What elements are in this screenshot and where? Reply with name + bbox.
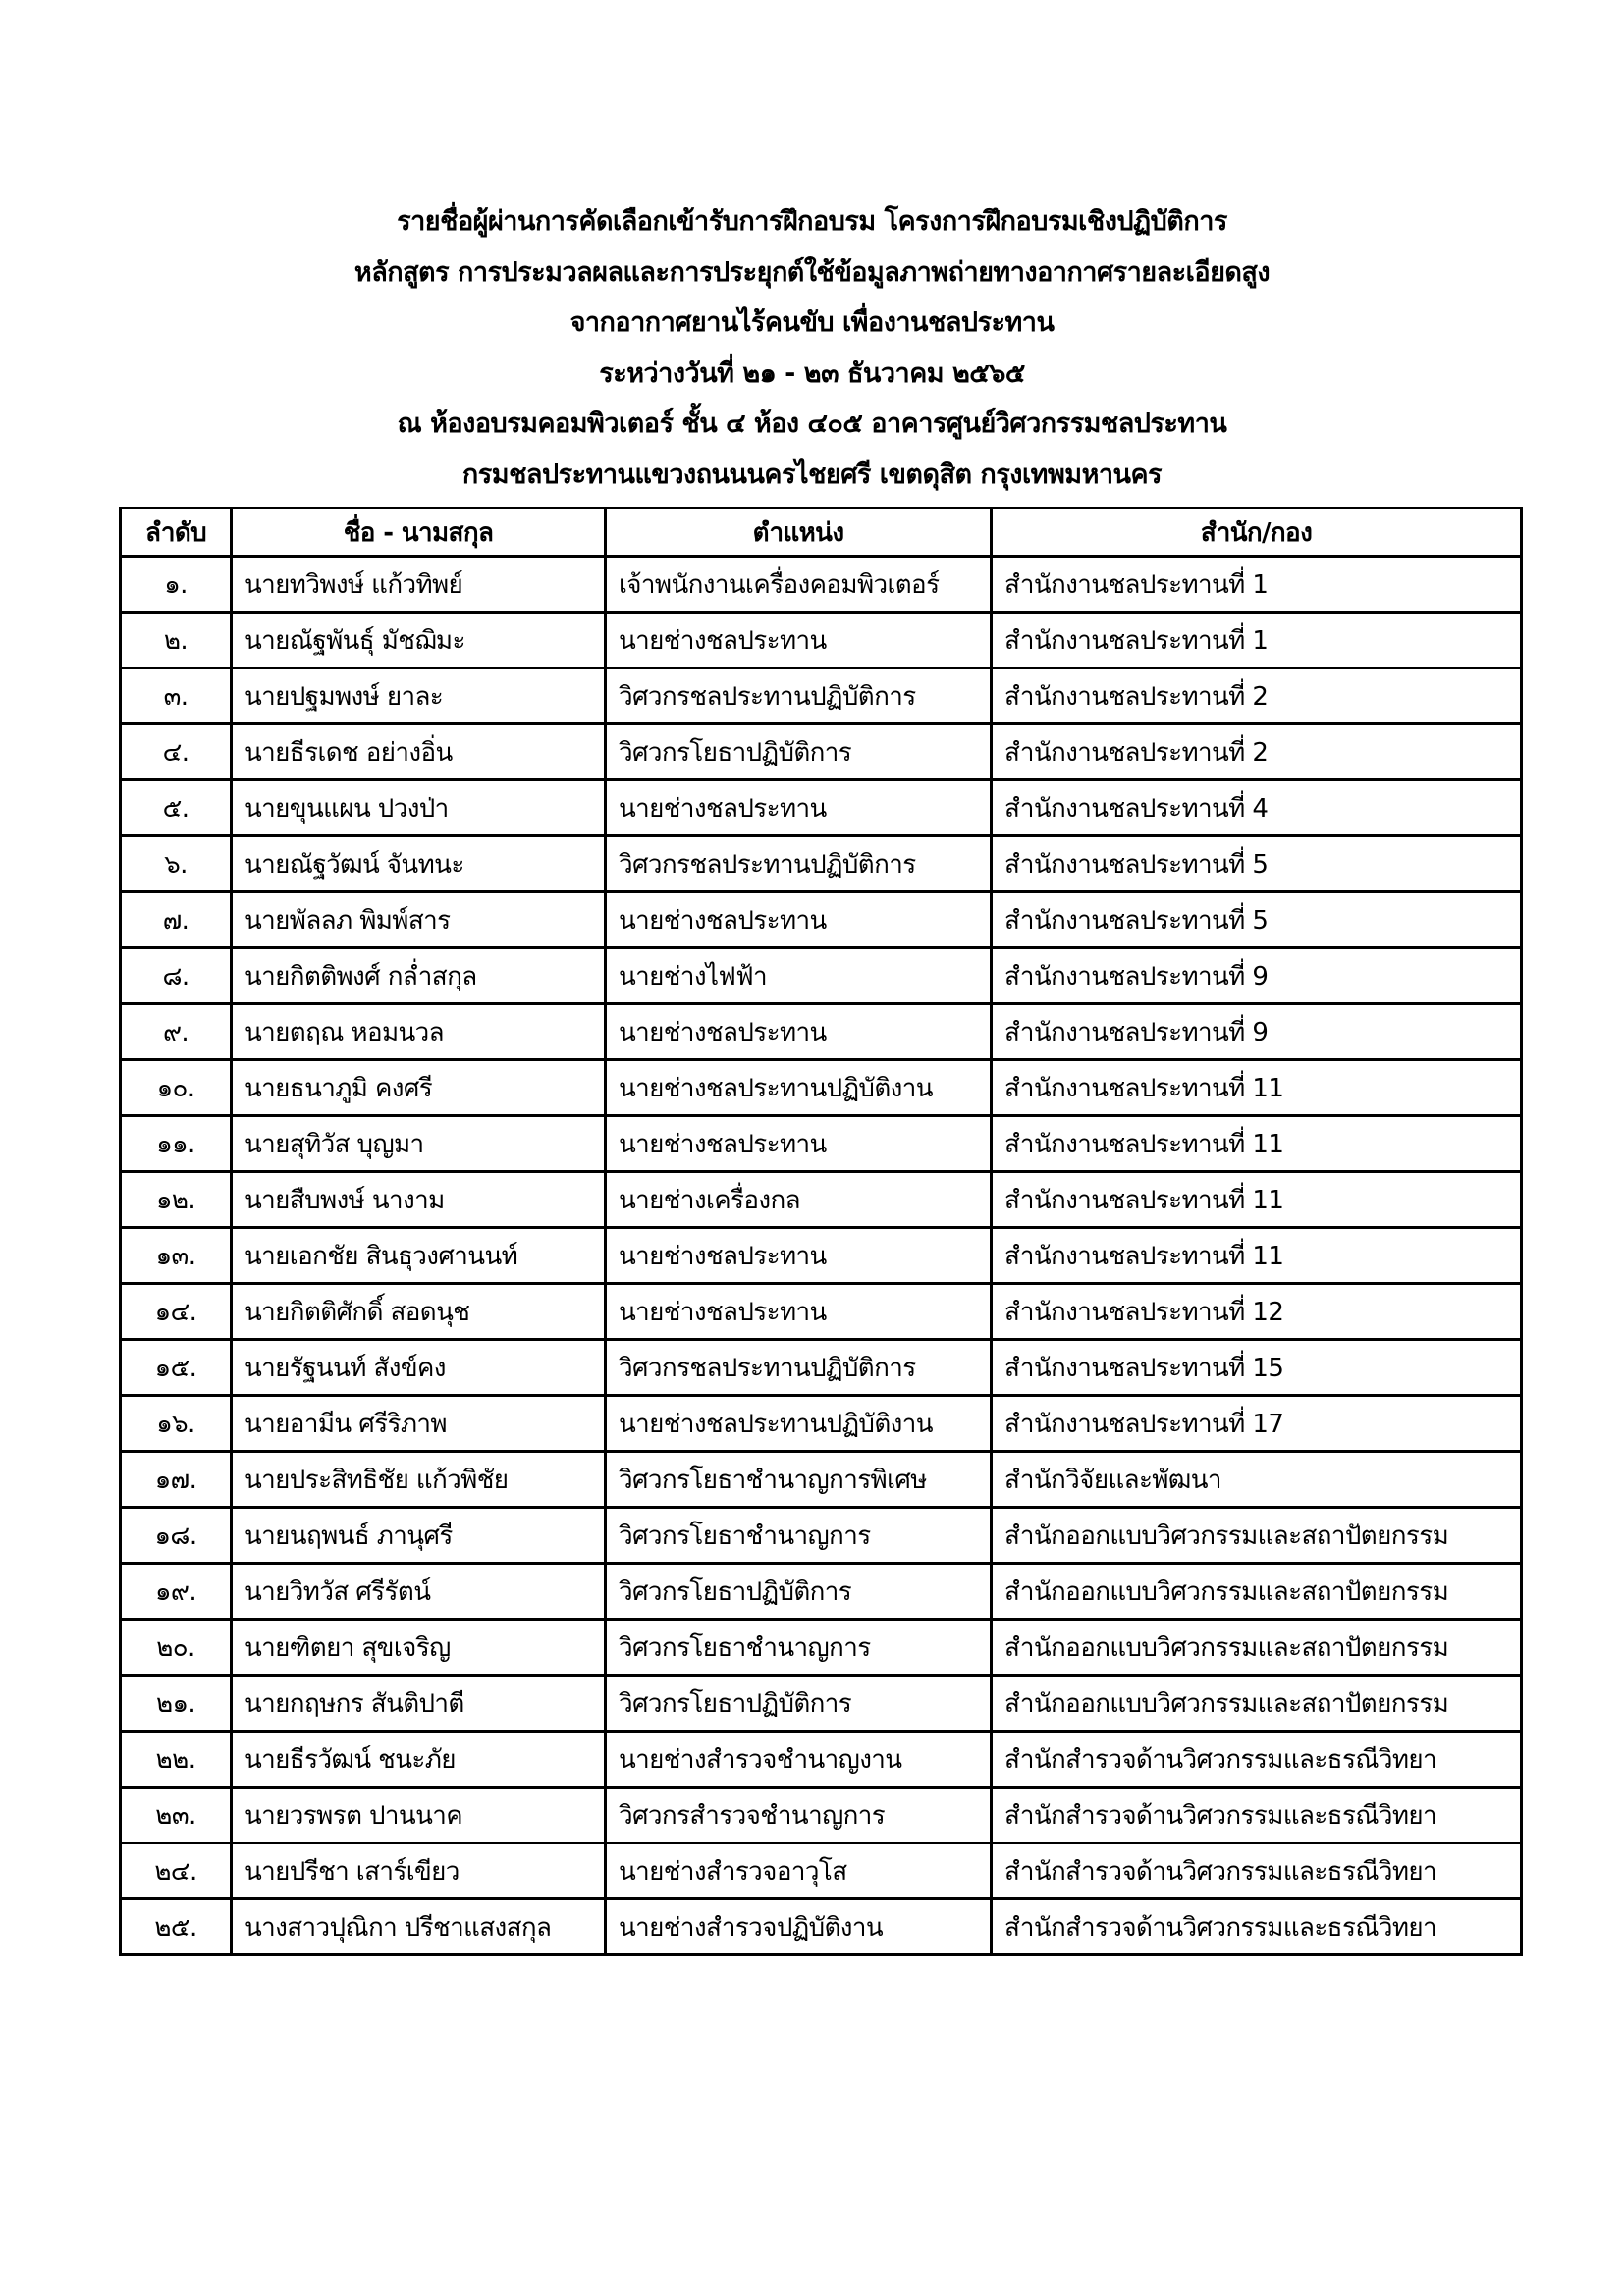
participant-name: นายขุนแผน ปวงป่า [232,780,606,836]
participant-office: สำนักสำรวจด้านวิศวกรรมและธรณีวิทยา [992,1899,1522,1955]
participant-office: สำนักสำรวจด้านวิศวกรรมและธรณีวิทยา [992,1843,1522,1899]
row-number: ๑๘. [121,1508,232,1564]
row-number: ๘. [121,948,232,1004]
row-number: ๒๑. [121,1676,232,1732]
participant-position: นายช่างเครื่องกล [606,1172,992,1228]
participant-office: สำนักออกแบบวิศวกรรมและสถาปัตยกรรม [992,1508,1522,1564]
participant-office: สำนักออกแบบวิศวกรรมและสถาปัตยกรรม [992,1564,1522,1620]
participant-office: สำนักงานชลประทานที่ 4 [992,780,1522,836]
participant-position: วิศวกรสำรวจชำนาญการ [606,1788,992,1843]
table-row [121,1172,1522,1228]
participant-position: นายช่างไฟฟ้า [606,948,992,1004]
participant-office: สำนักงานชลประทานที่ 9 [992,948,1522,1004]
participant-name: นายพัลลภ พิมพ์สาร [232,892,606,948]
participant-position: นายช่างสำรวจอาวุโส [606,1843,992,1899]
table-row [121,1620,1522,1676]
row-number: ๑๕. [121,1340,232,1396]
participant-name: นายเอกชัย สินธุวงศานนท์ [232,1228,606,1284]
table-row [121,613,1522,668]
heading-line-course-cont: จากอากาศยานไร้คนขับ เพื่องานชลประทาน [569,307,1055,338]
participant-position: นายช่างชลประทานปฏิบัติงาน [606,1060,992,1116]
participant-position: นายช่างชลประทาน [606,1228,992,1284]
participant-office: สำนักงานชลประทานที่ 5 [992,892,1522,948]
row-number: ๑๙. [121,1564,232,1620]
row-number: ๒. [121,613,232,668]
row-number: ๑๐. [121,1060,232,1116]
participant-office: สำนักวิจัยและพัฒนา [992,1452,1522,1508]
participant-name: นายปฐมพงษ์ ยาละ [232,668,606,724]
table-row [121,557,1522,613]
row-number: ๑๗. [121,1452,232,1508]
participant-position: วิศวกรชลประทานปฏิบัติการ [606,836,992,892]
table-row [121,1452,1522,1508]
participant-office: สำนักงานชลประทานที่ 15 [992,1340,1522,1396]
table-row [121,948,1522,1004]
table-row [121,1899,1522,1955]
participant-position: วิศวกรโยธาชำนาญการพิเศษ [606,1452,992,1508]
participant-position: นายช่างชลประทาน [606,780,992,836]
participant-name: นายณัฐพันธุ์ มัชฌิมะ [232,613,606,668]
participant-position: วิศวกรโยธาชำนาญการ [606,1620,992,1676]
participant-name: นายรัฐนนท์ สังข์คง [232,1340,606,1396]
table-row [121,1732,1522,1788]
table-body [121,557,1522,1955]
participant-office: สำนักงานชลประทานที่ 11 [992,1228,1522,1284]
heading-line-dates: ระหว่างวันที่ ๒๑ - ๒๓ ธันวาคม ๒๕๖๕ [599,357,1025,389]
header-name: ชื่อ - นามสกุล [232,508,606,557]
participant-office: สำนักงานชลประทานที่ 1 [992,613,1522,668]
participant-office: สำนักงานชลประทานที่ 5 [992,836,1522,892]
participant-position: นายช่างสำรวจชำนาญงาน [606,1732,992,1788]
participant-position: วิศวกรชลประทานปฏิบัติการ [606,1340,992,1396]
heading-line-venue: ณ ห้องอบรมคอมพิวเตอร์ ชั้น ๔ ห้อง ๔๐๕ อาคารศูนย์วิศวกรรมชลประทาน [397,408,1227,439]
row-number: ๑๑. [121,1116,232,1172]
participant-name: นายธนาภูมิ คงศรี [232,1060,606,1116]
participant-name: นายปรีชา เสาร์เขียว [232,1843,606,1899]
row-number: ๑๔. [121,1284,232,1340]
participant-office: สำนักสำรวจด้านวิศวกรรมและธรณีวิทยา [992,1732,1522,1788]
heading-line-address: กรมชลประทานแขวงถนนนครไชยศรี เขตดุสิต กรุงเทพมหานคร [461,458,1163,490]
header-order: ลำดับ [121,508,232,557]
row-number: ๑๓. [121,1228,232,1284]
participant-position: นายช่างชลประทาน [606,613,992,668]
participant-name: นายทวิพงษ์ แก้วทิพย์ [232,557,606,613]
row-number: ๙. [121,1004,232,1060]
participant-position: นายช่างชลประทาน [606,892,992,948]
participant-name: นายวิทวัส ศรีรัตน์ [232,1564,606,1620]
participant-office: สำนักงานชลประทานที่ 12 [992,1284,1522,1340]
table-row [121,1396,1522,1452]
row-number: ๒๓. [121,1788,232,1843]
participant-table [119,507,1523,1956]
table-row [121,1228,1522,1284]
table-row [121,1564,1522,1620]
table-row [121,724,1522,780]
row-number: ๕. [121,780,232,836]
participant-position: นายช่างชลประทาน [606,1116,992,1172]
participant-name: นายกิตติพงศ์ กล่ำสกุล [232,948,606,1004]
row-number: ๔. [121,724,232,780]
participant-position: วิศวกรโยธาปฏิบัติการ [606,1676,992,1732]
table-row [121,892,1522,948]
participant-name: นายธีรเดช อย่างอิ่น [232,724,606,780]
table-row [121,1340,1522,1396]
row-number: ๑๒. [121,1172,232,1228]
table-row [121,836,1522,892]
table-row [121,1116,1522,1172]
participant-position: นายช่างชลประทาน [606,1284,992,1340]
heading-line-course: หลักสูตร การประมวลผลและการประยุกต์ใช้ข้อมูลภาพถ่ายทางอากาศรายละเอียดสูง [353,256,1271,288]
participant-office: สำนักงานชลประทานที่ 17 [992,1396,1522,1452]
participant-name: นายสุทิวัส บุญมา [232,1116,606,1172]
row-number: ๒๒. [121,1732,232,1788]
participant-position: วิศวกรชลประทานปฏิบัติการ [606,668,992,724]
row-number: ๑๖. [121,1396,232,1452]
participant-office: สำนักงานชลประทานที่ 2 [992,668,1522,724]
header-position: ตำแหน่ง [606,508,992,557]
participant-name: นายฑิตยา สุขเจริญ [232,1620,606,1676]
participant-name: นายประสิทธิชัย แก้วพิชัย [232,1452,606,1508]
participant-office: สำนักออกแบบวิศวกรรมและสถาปัตยกรรม [992,1620,1522,1676]
participant-position: วิศวกรโยธาชำนาญการ [606,1508,992,1564]
participant-name: นายตฤณ หอมนวล [232,1004,606,1060]
participant-position: นายช่างสำรวจปฏิบัติงาน [606,1899,992,1955]
participant-name: นายธีรวัฒน์ ชนะภัย [232,1732,606,1788]
table-row [121,1284,1522,1340]
participant-position: นายช่างชลประทาน [606,1004,992,1060]
table-row [121,1004,1522,1060]
participant-office: สำนักงานชลประทานที่ 9 [992,1004,1522,1060]
participant-office: สำนักสำรวจด้านวิศวกรรมและธรณีวิทยา [992,1788,1522,1843]
row-number: ๖. [121,836,232,892]
participant-name: นายอามีน ศรีริภาพ [232,1396,606,1452]
row-number: ๑. [121,557,232,613]
participant-office: สำนักออกแบบวิศวกรรมและสถาปัตยกรรม [992,1676,1522,1732]
table-row [121,1843,1522,1899]
participant-office: สำนักงานชลประทานที่ 11 [992,1172,1522,1228]
table-row [121,1788,1522,1843]
participant-office: สำนักงานชลประทานที่ 1 [992,557,1522,613]
participant-name: นางสาวปุณิกา ปรีชาแสงสกุล [232,1899,606,1955]
participant-office: สำนักงานชลประทานที่ 11 [992,1116,1522,1172]
participant-position: วิศวกรโยธาปฏิบัติการ [606,724,992,780]
heading-line-title: รายชื่อผู้ผ่านการคัดเลือกเข้ารับการฝึกอบรม โครงการฝึกอบรมเชิงปฏิบัติการ [397,206,1227,237]
participant-name: นายกฤษกร สันติปาตี [232,1676,606,1732]
row-number: ๓. [121,668,232,724]
document-heading [0,196,1624,500]
row-number: ๒๕. [121,1899,232,1955]
participant-office: สำนักงานชลประทานที่ 11 [992,1060,1522,1116]
table-row [121,1060,1522,1116]
row-number: ๒๐. [121,1620,232,1676]
participant-name: นายนฤพนธ์ ภานุศรี [232,1508,606,1564]
table-row [121,780,1522,836]
row-number: ๒๔. [121,1843,232,1899]
table-row [121,1508,1522,1564]
table-row [121,1676,1522,1732]
table-row [121,668,1522,724]
participant-name: นายณัฐวัฒน์ จันทนะ [232,836,606,892]
participant-position: นายช่างชลประทานปฏิบัติงาน [606,1396,992,1452]
participant-office: สำนักงานชลประทานที่ 2 [992,724,1522,780]
participant-name: นายสืบพงษ์ นางาม [232,1172,606,1228]
participant-name: นายกิตติศักดิ์ สอดนุช [232,1284,606,1340]
table-header-row [121,508,1522,557]
participant-position: เจ้าพนักงานเครื่องคอมพิวเตอร์ [606,557,992,613]
participant-position: วิศวกรโยธาปฏิบัติการ [606,1564,992,1620]
participant-name: นายวรพรต ปานนาค [232,1788,606,1843]
header-office: สำนัก/กอง [992,508,1522,557]
row-number: ๗. [121,892,232,948]
